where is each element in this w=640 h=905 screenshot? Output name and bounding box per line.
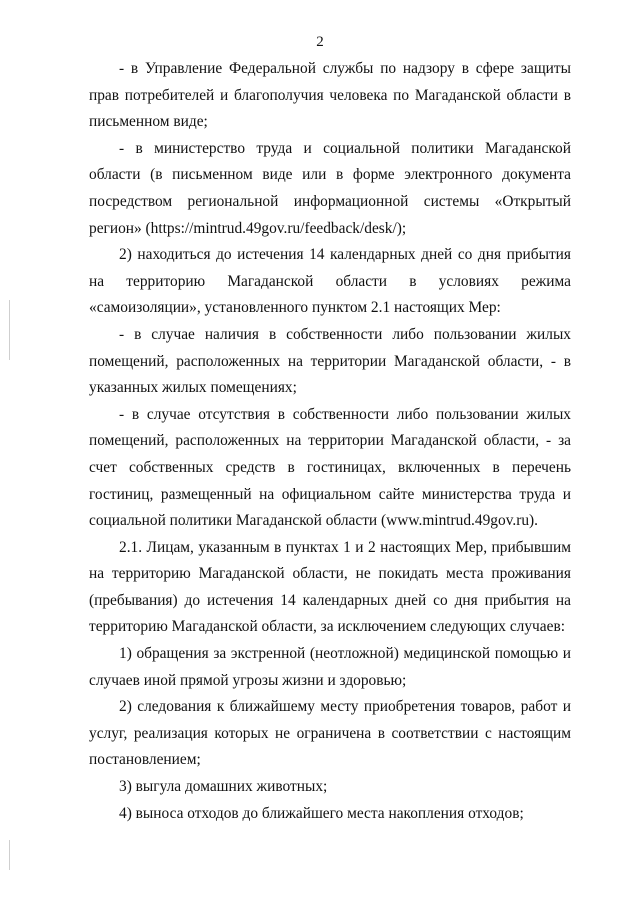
paragraph-bullet-own-housing: - в случае наличия в собственности либо пользовании жилых помещений, расположенных на территории Магаданской области, - в указанных жилых помещениях; [89,325,571,397]
scan-margin-mark [9,840,10,870]
paragraph-item-2: 2) находиться до истечения 14 календарных дней со дня прибытия на территорию Магаданской области в условиях режима «самоизоляции», установленного пунктом 2.1 настоящих Мер: [89,246,571,317]
paragraph-subitem-3: 3) выгула домашних животных; [119,778,328,796]
paragraph-bullet-ministry: - в министерство труда и социальной политики Магаданской области (в письменном виде или в форме электронного документа посредством региональной информационной системы «Открытый регион» (https://mintrud.49gov.ru/feedback/desk/); [89,139,571,237]
paragraph-subitem-2: 2) следования к ближайшему месту приобретения товаров, работ и услуг, реализация которых не ограничена в соответствии с настоящим постановлением; [89,698,571,769]
paragraph-bullet-hotels: - в случае отсутствия в собственности либо пользовании жилых помещений, расположенных на территории Магаданской области, - за счет собственных средств в гостиницах, включенных в перечень гостиниц, размещенный на официальном сайте министерства труда и социальной политики Магаданской области (www.mintrud.49gov.ru). [89,405,571,530]
paragraph-subitem-1: 1) обращения за экстренной (неотложной) медицинской помощью и случаев иной прямой угрозы жизни и здоровью; [89,645,571,689]
paragraph-item-2-1: 2.1. Лицам, указанным в пунктах 1 и 2 настоящих Мер, прибывшим на территорию Магаданской области, не покидать места проживания (пребывания) до истечения 14 календарных дней со дня прибытия на территорию Магаданской области, за исключением следующих случаев: [89,538,571,636]
document-body [89,56,571,827]
page-number: 2 [316,34,324,50]
paragraph-bullet-rospotrebnadzor: - в Управление Федеральной службы по надзору в сфере защиты прав потребителей и благополучия человека по Магаданской области в письменном виде; [89,60,571,131]
paragraph-subitem-4: 4) выноса отходов до ближайшего места накопления отходов; [119,804,524,822]
scan-margin-mark [9,300,10,360]
